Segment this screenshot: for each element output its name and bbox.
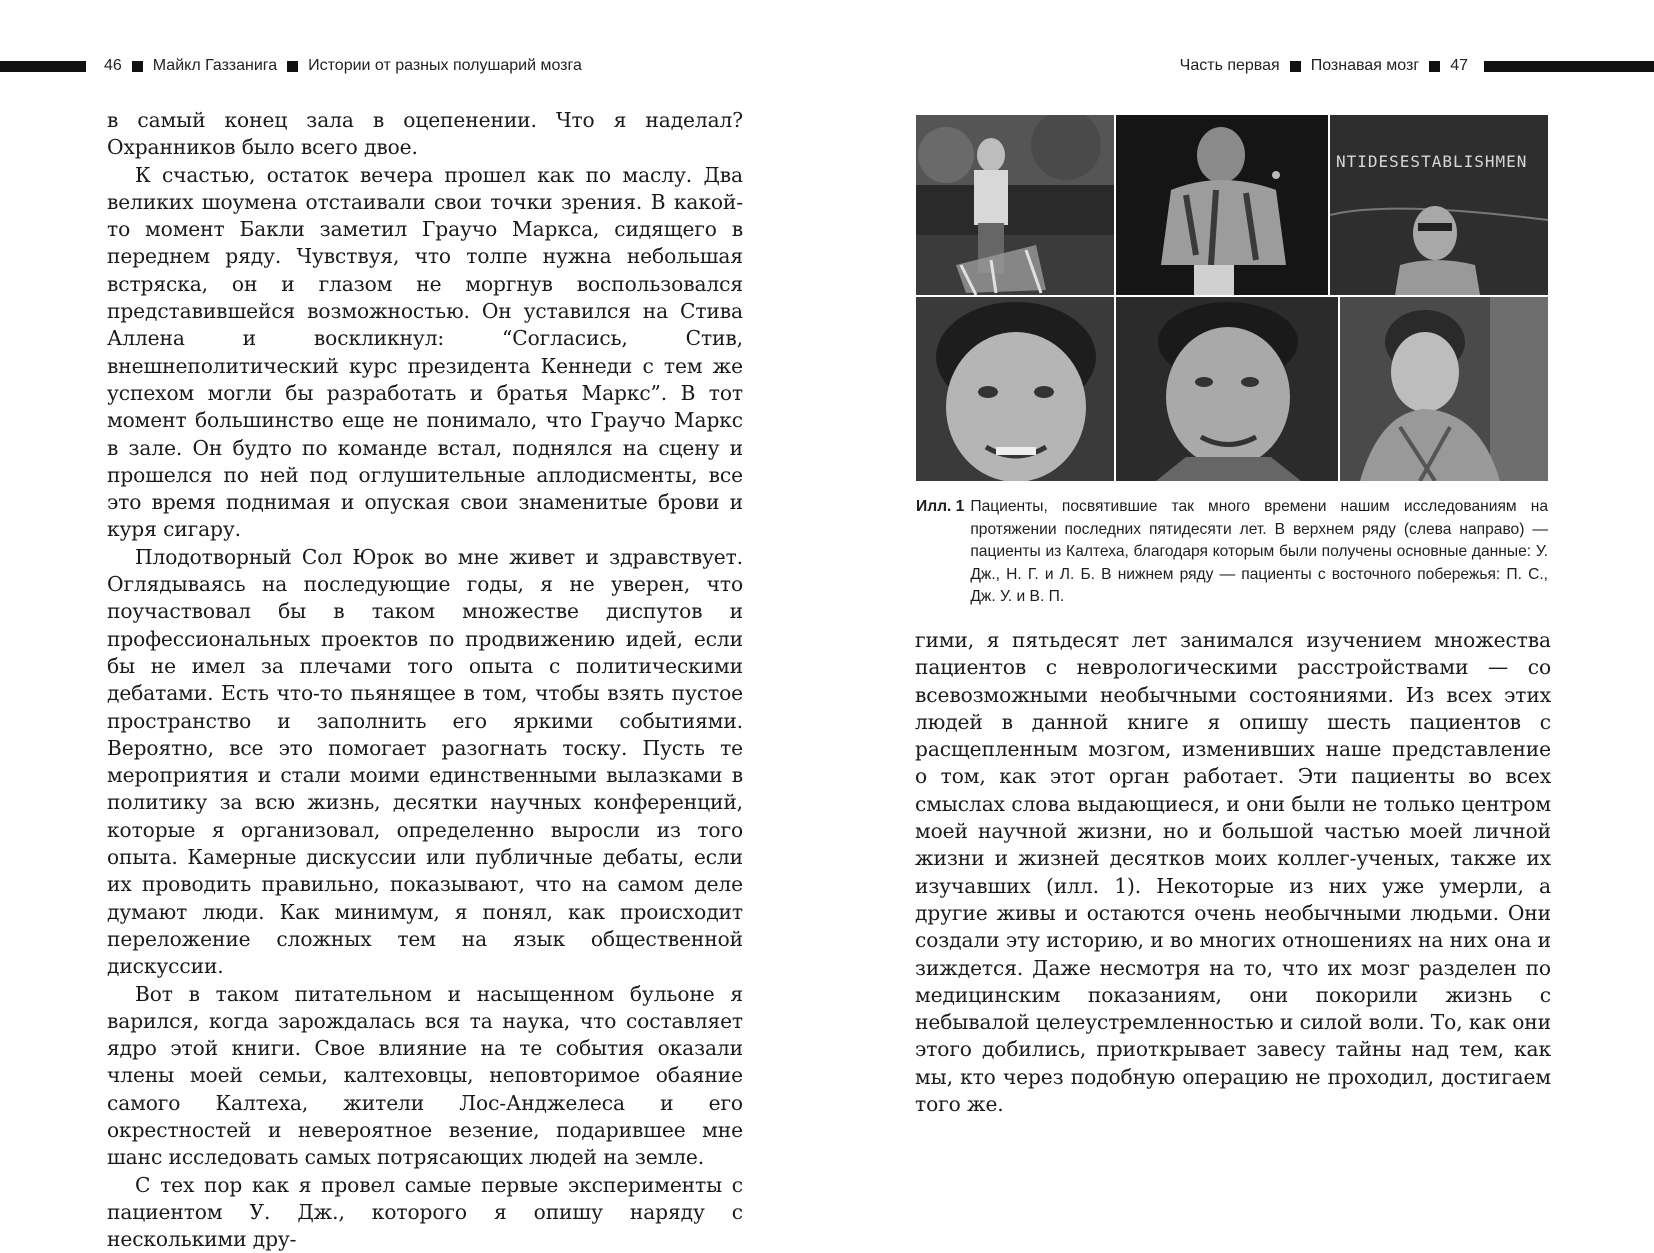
header-square-icon	[287, 61, 298, 72]
photo-patient-vp	[1340, 297, 1548, 481]
header-square-icon	[1429, 61, 1440, 72]
paragraph: Плодотворный Сол Юрок во мне живет и здравствует. Оглядываясь на последующие годы, я не уверен, что поучаствовал бы в таком множестве диспутов и профессиональных проектов по продвижению идей, если бы не имел за плечами того опыта с политическими дебатами. Есть что-то пьянящее в том, чтобы взять пустое пространство и заполнить его яркими событиями. Вероятно, все это помогает разогнать тоску. Пусть те мероприятия и стали моими единственными вылазками в политику за всю жизнь, десятки научных конференций, которые я организовал, определенно выросли из того опыта. Камерные дискуссии или публичные дебаты, если их проводить правильно, показывают, что на самом деле думают люди. Как минимум, я понял, как происходит переложение сложных тем на язык общественной дискуссии.	[107, 544, 743, 979]
right-page-body	[915, 627, 1551, 1118]
patients-photo-collage	[916, 115, 1548, 481]
header-rule	[0, 61, 86, 72]
photo-patient-ng	[1116, 115, 1328, 295]
right-page-header	[900, 52, 1654, 80]
blackboard-text: NTIDESESTABLISHMEN	[1336, 152, 1528, 171]
chapter-title: Познавая мозг	[1310, 57, 1420, 74]
figure-caption-text: Пациенты, посвятившие так много времени нашим исследованиям на протяжении последних пятидесяти лет. В верхнем ряду (слева направо) — пациенты из Калтеха, благодаря которым были получены основные данные: У. Дж., Н. Г. и Л. Б. В нижнем ряду — пациенты с восточного побережья: П. С., Дж. У. и В. П.	[970, 498, 1548, 606]
header-square-icon	[132, 61, 143, 72]
author-name: Майкл Газзанига	[152, 57, 278, 74]
paragraph: К счастью, остаток вечера прошел как по маслу. Два великих шоумена отстаивали свои точки зрения. В какой-то момент Бакли заметил Граучо Маркса, сидящего в переднем ряду. Чувствуя, что толпе нужна небольшая встряска, он и глазом не моргнув воспользовался представившейся возможностью. Он уставился на Стива Аллена и воскликнул: “Согласись, Стив, внешнеполитический курс президента Кеннеди с тем же успехом могли бы разработать и братья Маркс”. В тот момент большинство еще не понимало, что Граучо Маркс в зале. Он будто по команде встал, поднялся на сцену и прошелся по ней под оглушительные аплодисменты, все это время поднимая и опуская свои знаменитые брови и куря сигару.	[107, 162, 743, 542]
figure-caption	[916, 496, 1548, 609]
paragraph: гими, я пятьдесят лет занимался изучением множества пациентов с неврологическими расстройствами — со всевозможными необычными состояниями. Из всех этих людей в данной книге я опишу шесть пациентов с расщепленным мозгом, изменивших наше представление о том, как этот орган работает. Эти пациенты во всех смыслах слова выдающиеся, и они были не только центром моей научной жизни, но и большой частью моей личной жизни и жизней десятков моих коллег-ученых, также их изучавших (илл. 1). Некоторые из них уже умерли, а другие живы и остаются очень необычными людьми. Они создали эту историю, и во многих отношениях на них она и зиждется. Даже несмотря на то, что их мозг разделен по медицинским показаниям, они покорили жизнь с небывалой целеустремленностью и силой воли. То, как они этого добились, приоткрывает завесу тайны над тем, как мы, кто через подобную операцию не проходил, достигаем того же.	[915, 628, 1551, 1117]
photo-patient-wj	[916, 115, 1114, 295]
paragraph: Вот в таком питательном и насыщенном бульоне я варился, когда зарождалась вся та наука, что составляет ядро этой книги. Свое влияние на те события оказали члены моей семьи, калтеховцы, неповторимое обаяние самого Калтеха, жители Лос-Анджелеса и его окрестностей и невероятное везение, подарившее мне шанс исследовать самых потрясающих людей на земле.	[107, 981, 743, 1170]
left-page-number: 46	[104, 57, 122, 74]
right-page-number: 47	[1450, 57, 1468, 74]
photo-patient-ps	[916, 297, 1114, 481]
paragraph: С тех пор как я провел самые первые эксперименты с пациентом У. Дж., которого я опишу наряду с несколькими дру-	[107, 1172, 743, 1252]
book-title: Истории от разных полушарий мозга	[308, 57, 582, 74]
photo-patient-jw	[1116, 297, 1338, 481]
figure-label: Илл. 1	[916, 498, 965, 515]
left-page-body	[107, 107, 743, 1253]
header-rule	[1484, 61, 1654, 72]
paragraph: в самый конец зала в оцепенении. Что я наделал? Охранников было всего двое.	[107, 108, 743, 160]
left-page-header	[0, 52, 760, 80]
header-square-icon	[1290, 61, 1301, 72]
photo-patient-lb	[1330, 115, 1548, 295]
part-title: Часть первая	[1179, 57, 1280, 74]
